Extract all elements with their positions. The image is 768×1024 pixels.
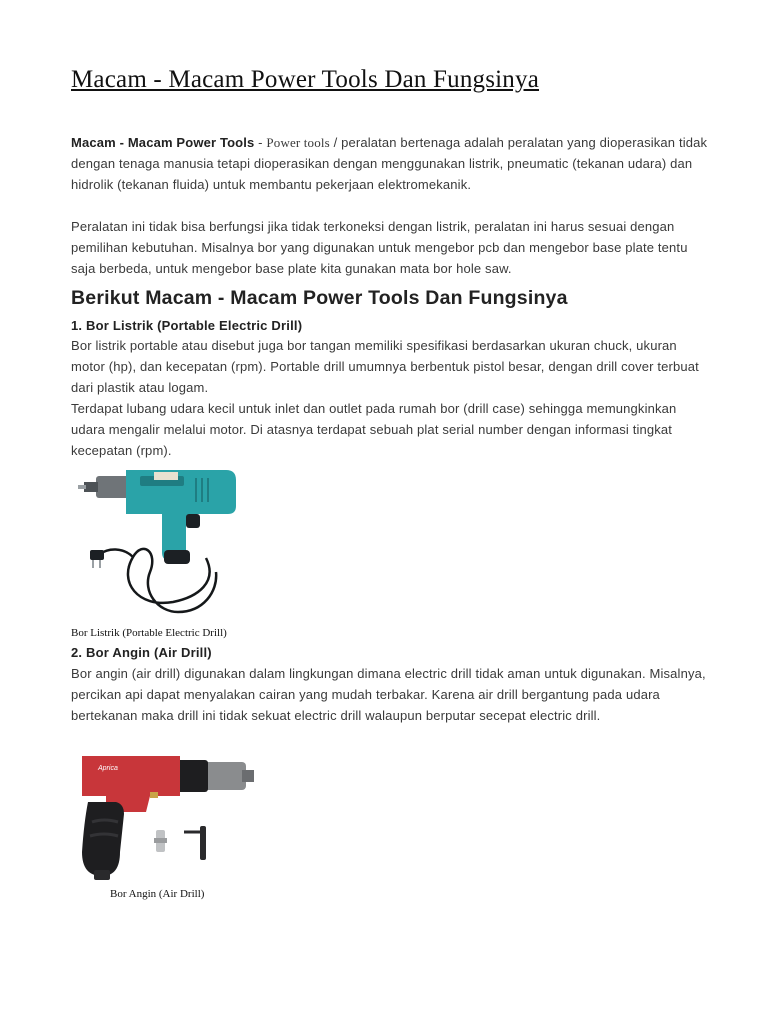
item-1-caption: Bor Listrik (Portable Electric Drill) bbox=[71, 627, 227, 639]
item-2-caption: Bor Angin (Air Drill) bbox=[110, 888, 205, 900]
intro-lead-serif: Power tools bbox=[266, 135, 330, 150]
intro-text: / peralatan bertenaga adalah peralatan yang dioperasikan tidak dengan tenaga manusia tetapi dioperasikan dengan menggunakan listrik, pneumatic (tekanan udara) dan hidrolik (tekanan fluida) untuk membantu pekerjaan elektromekanik. bbox=[71, 135, 708, 192]
drill-plug bbox=[90, 550, 104, 560]
air-drill-brand: Aprica bbox=[98, 765, 118, 772]
page-title: Macam - Macam Power Tools Dan Fungsinya bbox=[71, 66, 540, 93]
item-1-paragraph-1: Bor listrik portable atau disebut juga bor tangan memiliki spesifikasi berdasarkan ukuran chuck, ukuran motor (hp), dan kecepatan (rpm). Portable drill umumnya berbentuk pistol besar, dengan drill cover terbuat dari plastik atau logam. bbox=[71, 338, 699, 395]
intro-paragraph-2: Peralatan ini tidak bisa berfungsi jika tidak terkoneksi dengan listrik, peralatan ini harus sesuai dengan pemilihan kebutuhan. Misalnya bor yang digunakan untuk mengebor pcb dan mengebor base plate tentu saja berbeda, untuk mengebor base plate kita gunakan mata bor hole saw. bbox=[71, 219, 688, 276]
air-drill-grip bbox=[82, 802, 124, 876]
intro-paragraph bbox=[71, 132, 711, 195]
air-drill-chuck bbox=[204, 762, 246, 790]
drill-trigger bbox=[186, 514, 200, 528]
section-heading: Berikut Macam - Macam Power Tools Dan Fungsinya bbox=[71, 287, 568, 309]
item-2-paragraph-1: Bor angin (air drill) digunakan dalam lingkungan dimana electric drill tidak aman untuk digunakan. Misalnya, percikan api dapat menyalakan cairan yang mudah terbakar. Karena air drill bergantung pada udara bertekanan maka drill ini tidak sekuat electric drill walaupun berputar secepat electric drill. bbox=[71, 666, 706, 723]
item-1-heading: 1. Bor Listrik (Portable Electric Drill) bbox=[71, 318, 303, 333]
intro-lead-dash: - bbox=[254, 135, 267, 150]
intro-lead-bold: Macam - Macam Power Tools bbox=[71, 135, 255, 150]
drill-chuck bbox=[96, 476, 130, 498]
air-drill-image bbox=[76, 752, 258, 884]
item-1-paragraph-2: Terdapat lubang udara kecil untuk inlet dan outlet pada rumah bor (drill case) sehingga memungkinkan udara mengalir melalui motor. Di atasnya terdapat sebuah plat serial number dengan informasi tingkat kecepatan (rpm). bbox=[71, 401, 677, 458]
electric-drill-image bbox=[78, 462, 248, 624]
item-2-heading: 2. Bor Angin (Air Drill) bbox=[71, 645, 212, 660]
